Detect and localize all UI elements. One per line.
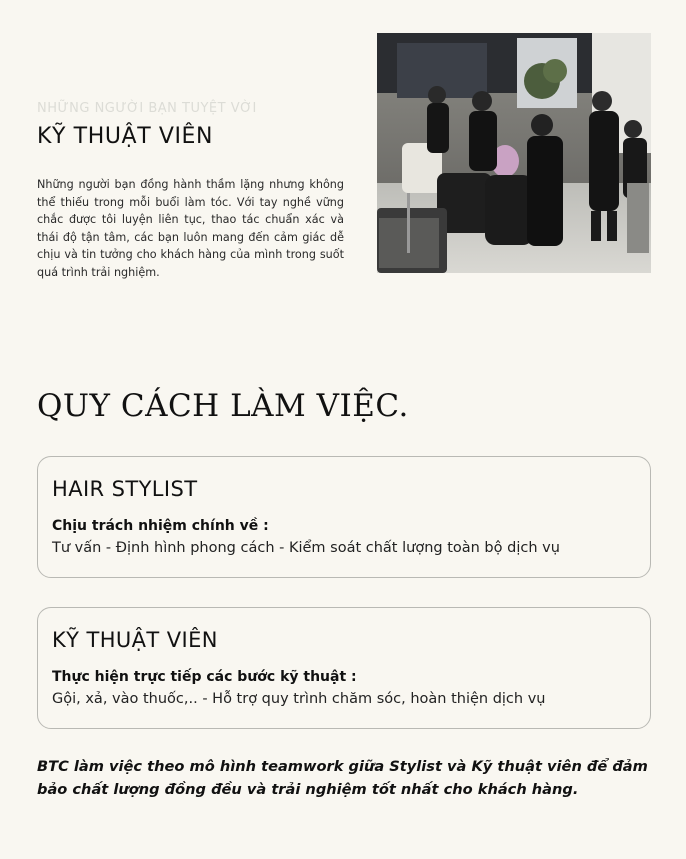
role-subtitle: Chịu trách nhiệm chính về : bbox=[52, 518, 269, 534]
intro-body: Những người bạn đồng hành thầm lặng nhưng không thể thiếu trong mỗi buổi làm tóc. Với tay nghề vững chắc được tôi luyện liên tục, thao tác chuẩn xác và thái độ tận tâm, các bạn luôn mang đến cảm giác dễ chịu và tin tưởng cho khách hàng của mình trong suốt quá trình trải nghiệm. bbox=[37, 178, 344, 279]
role-title: KỸ THUẬT VIÊN bbox=[52, 628, 218, 652]
role-description: Gội, xả, vào thuốc,.. - Hỗ trợ quy trình chăm sóc, hoàn thiện dịch vụ bbox=[52, 691, 546, 707]
role-description: Tư vấn - Định hình phong cách - Kiểm soát chất lượng toàn bộ dịch vụ bbox=[52, 540, 560, 556]
salon-photo-illustration bbox=[377, 33, 651, 273]
intro-eyebrow: NHỮNG NGƯỜI BẠN TUYỆT VỜI bbox=[37, 101, 257, 116]
role-card-ky-thuat-vien bbox=[37, 607, 651, 729]
section-title: QUY CÁCH LÀM VIỆC. bbox=[37, 388, 409, 424]
intro-title: KỸ THUẬT VIÊN bbox=[37, 124, 214, 149]
role-subtitle: Thực hiện trực tiếp các bước kỹ thuật : bbox=[52, 669, 357, 685]
role-title: HAIR STYLIST bbox=[52, 477, 198, 501]
footer-note: BTC làm việc theo mô hình teamwork giữa Stylist và Kỹ thuật viên để đảm bảo chất lượng đồng đều và trải nghiệm tốt nhất cho khách hàng. bbox=[37, 758, 648, 798]
role-card-hair-stylist bbox=[37, 456, 651, 578]
salon-team-photo bbox=[377, 33, 651, 273]
